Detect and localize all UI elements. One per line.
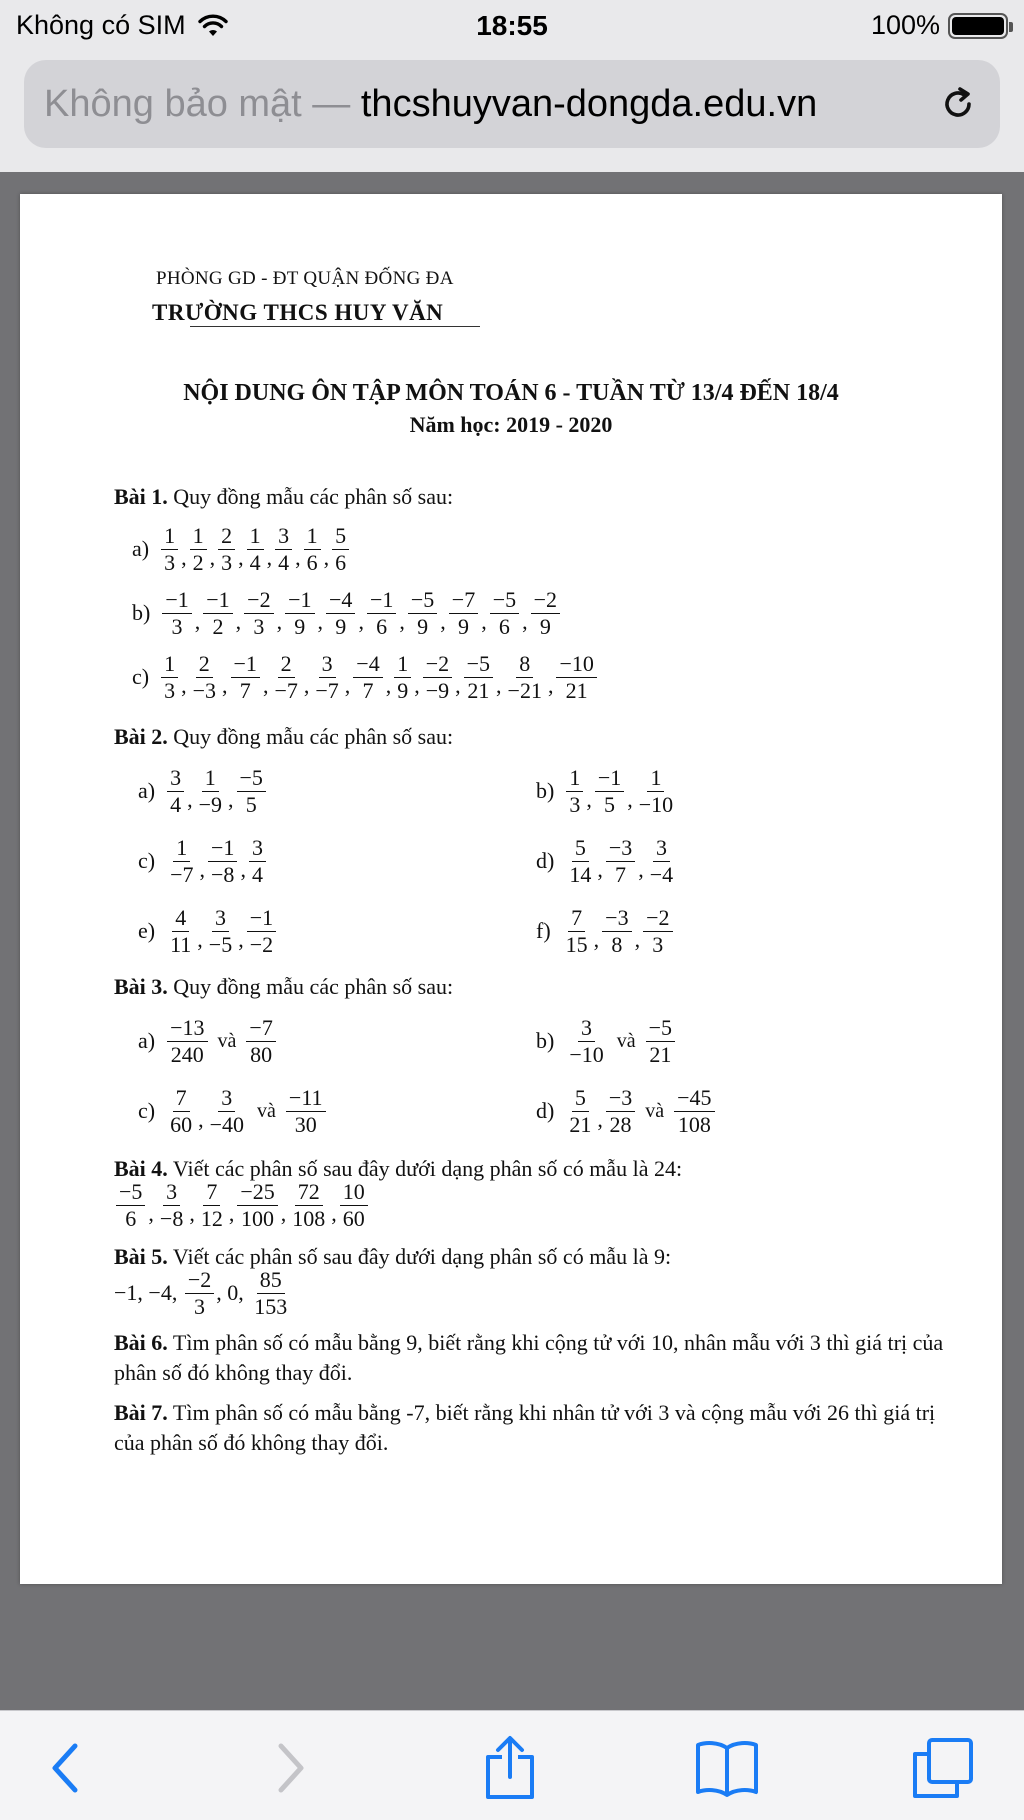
exercise-6-text: Tìm phân số có mẫu bằng 9, biết rằng khi cộng tử với 10, nhân mẫu với 3 thì giá trị của phân số đó không thay đổi. (114, 1330, 944, 1385)
battery-level (952, 17, 1004, 35)
chevron-left-icon (45, 1740, 85, 1796)
header-underline (190, 326, 480, 327)
exercise-2-label: Bài 2. (114, 724, 168, 749)
url-display[interactable] (44, 83, 936, 126)
exercise-1c: c) 1 3 , 2 −3 , −1 7 , 2 −7 , 3 −7 , −4 7 , 1 9 , −2 −9 , −5 21 , 8 −21 , −10 21 (132, 652, 599, 703)
exercise-1-heading (114, 484, 453, 510)
exercise-7-label: Bài 7. (114, 1400, 168, 1425)
url-domain: thcshuyvan-dongda.edu.vn (360, 82, 818, 125)
exercise-1b: b) −1 3 , −1 2 , −2 3 , −1 9 , −4 9 , −1 6 , −5 9 , −7 9 , −5 6 , −2 9 (132, 588, 562, 639)
chevron-right-icon (271, 1740, 311, 1796)
forward-button[interactable] (256, 1737, 326, 1799)
exercise-3-heading (114, 974, 453, 1000)
exercise-2c: c) 1 −7 , −1 −8 , 3 4 (138, 836, 268, 887)
browser-address-area (0, 52, 1024, 172)
exercise-4-label: Bài 4. (114, 1156, 168, 1181)
exercise-2-heading (114, 724, 453, 750)
exercise-6 (114, 1328, 944, 1388)
exercise-3a: a) −13 240 và −7 80 (138, 1016, 278, 1067)
exercise-1-label: Bài 1. (114, 484, 168, 509)
carrier-label: Không có SIM (16, 10, 186, 40)
status-bar (0, 0, 1024, 52)
exercise-3-label: Bài 3. (114, 974, 168, 999)
exercise-5-list: −1, −4, −2 3 , 0, 85 153 (114, 1267, 288, 1319)
browser-toolbar (0, 1710, 1024, 1820)
exercise-3d: d) 5 21 , −3 28 và −45 108 (536, 1086, 717, 1137)
exercise-3b: b) 3 −10 và −5 21 (536, 1016, 677, 1067)
exercise-2a: a) 3 4 , 1 −9 , −5 5 (138, 766, 268, 817)
exercise-3c: c) 7 60 , 3 −40 và −11 30 (138, 1086, 328, 1137)
exercise-5-text: Viết các phân số sau đây dưới dạng phân số có mẫu là 9: (172, 1244, 672, 1269)
share-icon (482, 1735, 538, 1801)
exercise-2b: b) 1 3 , −1 5 , 1 −10 (536, 765, 674, 817)
exercise-5-label: Bài 5. (114, 1244, 168, 1269)
exercise-3-text: Quy đồng mẫu các phân số sau: (173, 974, 454, 999)
bookmarks-button[interactable] (692, 1737, 762, 1799)
exercise-6-label: Bài 6. (114, 1330, 168, 1355)
tabs-icon (911, 1736, 975, 1800)
book-icon (694, 1738, 760, 1798)
exercise-2-text: Quy đồng mẫu các phân số sau: (173, 724, 454, 749)
exercise-1a: a) 1 3 , 1 2 , 2 3 , 1 4 , 3 4 , 1 6 , 5 6 (132, 524, 351, 575)
exercise-2d: d) 5 14 , −3 7 , 3 −4 (536, 835, 674, 887)
share-button[interactable] (475, 1737, 545, 1799)
battery-icon (948, 13, 1008, 39)
exercise-7 (114, 1398, 944, 1458)
back-button[interactable] (30, 1737, 100, 1799)
pdf-page (20, 194, 1002, 1584)
header-department: PHÒNG GD - ĐT QUẬN ĐỐNG ĐA (156, 268, 454, 289)
document-subtitle: Năm học: 2019 - 2020 (409, 412, 613, 437)
clock: 18:55 (476, 10, 548, 41)
tabs-button[interactable] (908, 1737, 978, 1799)
reload-icon[interactable] (936, 82, 980, 126)
exercise-4-text: Viết các phân số sau đây dưới dạng phân số có mẫu là 24: (172, 1156, 683, 1181)
address-bar[interactable] (24, 60, 1000, 148)
exercise-2e: e) 4 11 , 3 −5 , −1 −2 (138, 906, 278, 957)
document-viewport[interactable] (0, 172, 1024, 1710)
exercise-4-list: −5 6 , 3 −8 , 7 12 , −25 100 , 72 108 , 10 60 (114, 1180, 370, 1231)
battery-percent: 100% (870, 10, 940, 40)
battery-status (871, 10, 1008, 41)
exercise-1-text: Quy đồng mẫu các phân số sau: (173, 484, 454, 509)
url-security-label: Không bảo mật — (44, 82, 351, 125)
header-school: TRƯỜNG THCS HUY VĂN (152, 300, 444, 325)
exercise-7-text: Tìm phân số có mẫu bằng -7, biết rằng khi nhân tử với 3 và cộng mẫu với 26 thì giá trị của phân số đó không thay đổi. (114, 1400, 936, 1455)
document-title: NỘI DUNG ÔN TẬP MÔN TOÁN 6 - TUẦN TỪ 13/4 ĐẾN 18/4 (183, 380, 839, 406)
exercise-2f: f) 7 15 , −3 8 , −2 3 (536, 906, 675, 957)
exercise-4-heading (114, 1156, 682, 1182)
